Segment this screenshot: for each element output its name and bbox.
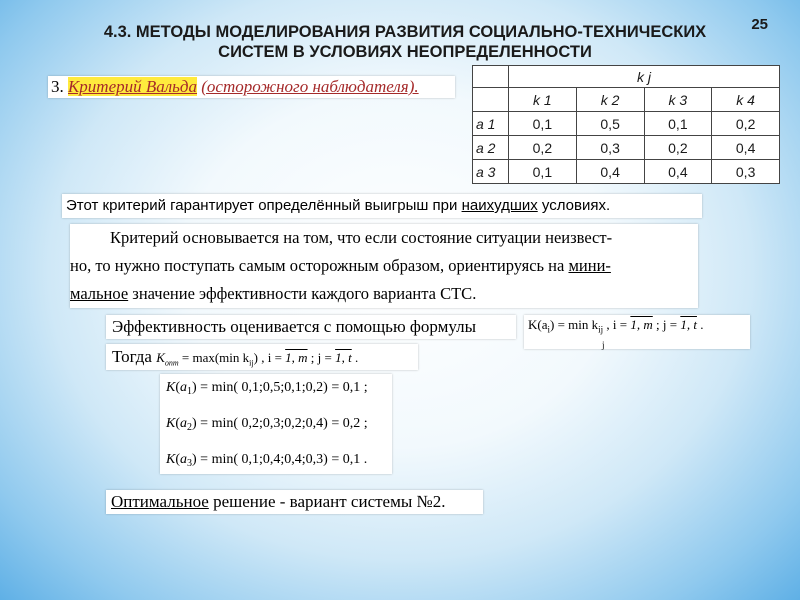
table-cell: 0,1 — [644, 112, 712, 136]
k-value-expr: ) = min( 0,2;0,3;0,2;0,4) = 0,2 ; — [192, 416, 368, 431]
table-cell: 0,3 — [576, 136, 644, 160]
table-col-header: k 2 — [576, 88, 644, 112]
table-row-label: a 3 — [473, 160, 509, 184]
table-row-label: a 2 — [473, 136, 509, 160]
wald-formula — [524, 315, 750, 349]
description-line-2 — [70, 252, 698, 280]
table-cell: 0,1 — [509, 112, 577, 136]
table-row — [473, 160, 780, 184]
then-expr: = max(min k — [178, 350, 250, 365]
criterion-name: Критерий Вальда — [68, 77, 197, 96]
effectiveness-label: Эффективность оценивается с помощью формулы — [106, 315, 516, 339]
criterion-description — [70, 224, 698, 308]
k-values-calculation — [160, 374, 392, 474]
slide-title — [60, 22, 750, 62]
guarantee-statement — [62, 194, 702, 218]
then-range-i: 1, m — [285, 350, 308, 365]
table-row-label: a 1 — [473, 112, 509, 136]
k-value-index: 1 — [187, 386, 193, 397]
then-sep: ; j = — [307, 350, 336, 365]
formula-end: . — [696, 317, 704, 332]
formula-range-j: 1, t — [680, 317, 697, 332]
formula-range-i: 1, m — [630, 317, 653, 332]
optimal-text: решение - вариант системы №2. — [208, 492, 446, 511]
table-header-row — [473, 66, 780, 88]
description-text: но, то нужно поступать самым осторожным образом, ориентируясь на — [70, 256, 569, 275]
k-value-index: 2 — [187, 422, 193, 433]
table-corner-cell — [473, 88, 509, 112]
formula-min: ) = min k — [550, 317, 599, 332]
table-subheader-row — [473, 88, 780, 112]
k-value-expr: ) = min( 0,1;0,5;0,1;0,2) = 0,1 ; — [192, 380, 368, 395]
table-col-header: k 3 — [644, 88, 712, 112]
table-cell: 0,1 — [509, 160, 577, 184]
optimal-formula — [106, 344, 418, 370]
then-word: Тогда — [112, 347, 152, 366]
title-line-2: СИСТЕМ В УСЛОВИЯХ НЕОПРЕДЕЛЕННОСТИ — [218, 43, 592, 61]
description-line-1: Критерий основывается на том, что если состояние ситуации неизвест- — [110, 228, 613, 247]
criterion-subtitle: (осторожного наблюдателя). — [201, 77, 419, 96]
table-cell: 0,3 — [712, 160, 780, 184]
then-end: . — [351, 350, 359, 365]
k-value-line: $K(a_1) = \min$( 0,1;0,5;0,1;0,2) = 0,1 ; — [166, 380, 368, 397]
then-k-sub: ij — [249, 358, 254, 368]
slide-number: 25 — [751, 16, 768, 33]
table-corner-cell — [473, 66, 509, 88]
then-close: ) , i = — [253, 350, 286, 365]
table-cell: 0,4 — [576, 160, 644, 184]
optimal-underlined: Оптимальное — [111, 492, 209, 511]
k-value-index: 3 — [187, 458, 193, 469]
formula-sep-j: ; j = — [652, 317, 681, 332]
guarantee-text-start: Этот критерий гарантирует определённый выигрыш при — [66, 197, 462, 214]
formula-main — [528, 315, 750, 340]
k-opt-symbol: K — [156, 350, 165, 365]
table-cell: 0,2 — [509, 136, 577, 160]
table-group-header: k j — [509, 66, 780, 88]
table-col-header: k 1 — [509, 88, 577, 112]
description-text: значение эффективности каждого варианта СТС. — [128, 284, 477, 303]
table-cell: 0,2 — [712, 112, 780, 136]
then-range-j: 1, t — [335, 350, 352, 365]
guarantee-underlined-word: наихудших — [461, 197, 538, 214]
then-formula — [156, 350, 359, 368]
k-opt-sub: опт — [164, 358, 179, 368]
description-underlined: мальное — [70, 284, 129, 303]
table-row — [473, 136, 780, 160]
formula-min-index: j — [602, 339, 605, 350]
table-cell: 0,4 — [644, 160, 712, 184]
k-value-expr: ) = min( 0,1;0,4;0,4;0,3) = 0,1 . — [192, 452, 368, 467]
table-cell: 0,2 — [644, 136, 712, 160]
payoff-table — [472, 65, 780, 184]
description-underlined: мини- — [568, 256, 611, 275]
guarantee-text-end: условиях. — [537, 197, 611, 214]
formula-lhs: K(a — [528, 317, 548, 332]
table-row — [473, 112, 780, 136]
k-value-line: $K(a_3) = \min$( 0,1;0,4;0,4;0,3) = 0,1 . — [166, 452, 368, 469]
formula-k-sub: ij — [598, 324, 604, 335]
formula-lhs-sub: i — [547, 324, 551, 335]
optimal-solution — [106, 490, 483, 514]
criterion-number: 3. — [51, 77, 64, 96]
criterion-heading — [48, 76, 455, 98]
table-col-header: k 4 — [712, 88, 780, 112]
k-value-line: $K(a_2) = \min$( 0,2;0,3;0,2;0,4) = 0,2 ; — [166, 416, 368, 433]
formula-sep-i: , i = — [603, 317, 631, 332]
table-cell: 0,5 — [576, 112, 644, 136]
title-line-1: 4.3. МЕТОДЫ МОДЕЛИРОВАНИЯ РАЗВИТИЯ СОЦИАЛЬНО-ТЕХНИЧЕСКИХ — [103, 23, 707, 41]
table-cell: 0,4 — [712, 136, 780, 160]
description-line-3 — [70, 280, 698, 308]
